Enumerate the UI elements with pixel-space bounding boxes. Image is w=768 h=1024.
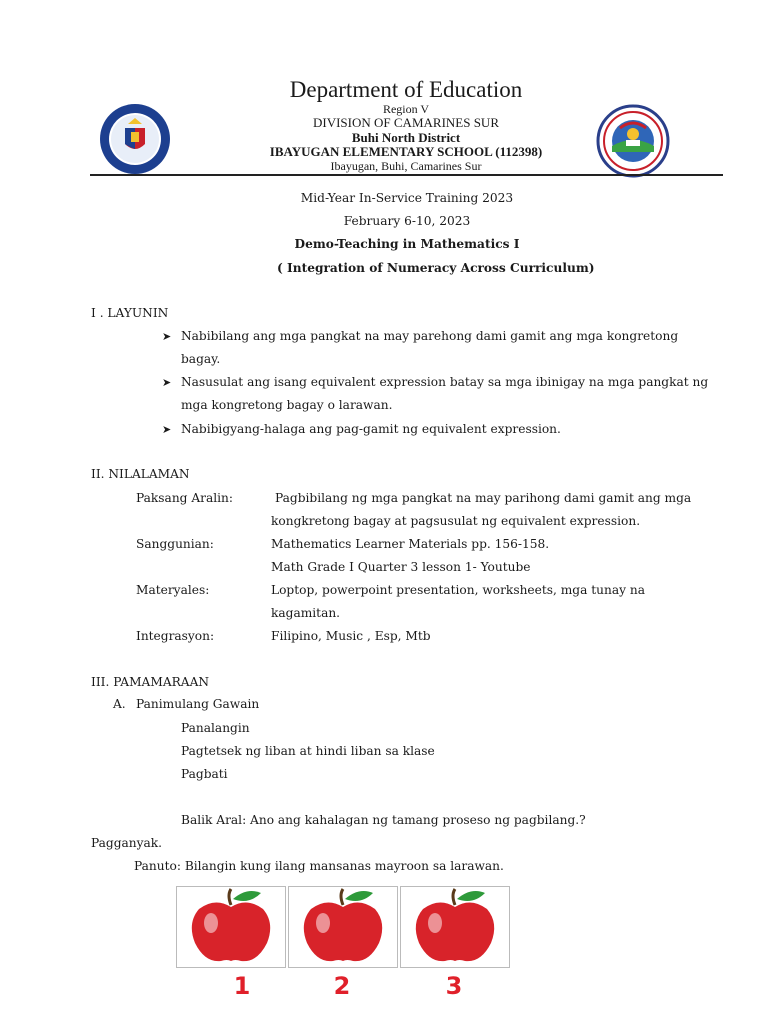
apple-number-label: 1 bbox=[233, 972, 251, 1000]
school-address: Ibayugan, Buhi, Camarines Sur bbox=[330, 159, 482, 173]
integration-subtitle: ( Integration of Numeracy Across Curriculum) bbox=[277, 261, 595, 275]
training-title: Mid-Year In-Service Training 2023 bbox=[300, 191, 514, 205]
objective-1-line2: bagay. bbox=[181, 352, 221, 366]
step-attendance: Pagtetsek ng liban at hindi liban sa klase bbox=[181, 744, 435, 758]
paksa-value-line2: kongkretong bagay at pagsusulat ng equivalent expression. bbox=[271, 514, 641, 528]
department-title: Department of Education bbox=[289, 77, 523, 102]
apple-number-label: 2 bbox=[333, 972, 351, 1000]
training-dates: February 6-10, 2023 bbox=[343, 214, 471, 228]
objective-3-line1: Nabibigyang-halaga ang pag-gamit ng equivalent expression. bbox=[181, 422, 561, 436]
apple-number-label: 3 bbox=[445, 972, 463, 1000]
apple-counting-figure bbox=[176, 886, 516, 1006]
demo-title: Demo-Teaching in Mathematics I bbox=[294, 237, 520, 251]
school-name: IBAYUGAN ELEMENTARY SCHOOL (112398) bbox=[269, 144, 543, 159]
objective-2-line1: Nasusulat ang isang equivalent expression batay sa mga ibinigay na mga pangkat ng bbox=[181, 375, 709, 389]
panuto-text: Panuto: Bilangin kung ilang mansanas mayroon sa larawan. bbox=[134, 859, 504, 873]
step-panalangin: Panalangin bbox=[181, 721, 250, 735]
objective-1-line1: Nabibilang ang mga pangkat na may parehong dami gamit ang mga kongretong bbox=[181, 329, 679, 343]
header-divider bbox=[90, 174, 723, 176]
step-pagbati: Pagbati bbox=[181, 767, 228, 781]
paksa-label: Paksang Aralin: bbox=[136, 491, 233, 505]
sanggunian-label: Sanggunian: bbox=[136, 537, 214, 551]
pagganyak-label: Pagganyak. bbox=[91, 836, 163, 850]
balik-aral-text: Balik Aral: Ano ang kahalagan ng tamang proseso ng pagbilang.? bbox=[181, 813, 586, 827]
arrow-bullet-icon: ➤ bbox=[162, 330, 172, 343]
apple-image bbox=[400, 886, 510, 968]
objective-2-line2: mga kongretong bagay o larawan. bbox=[181, 398, 393, 412]
apple-image bbox=[288, 886, 398, 968]
paksa-value-line1: Pagbibilang ng mga pangkat na may parihong dami gamit ang mga bbox=[275, 491, 692, 505]
layunin-heading: I . LAYUNIN bbox=[91, 306, 169, 320]
section-a-title: Panimulang Gawain bbox=[136, 697, 260, 711]
integrasyon-label: Integrasyon: bbox=[136, 629, 215, 643]
sanggunian-value-line1: Mathematics Learner Materials pp. 156-158. bbox=[271, 537, 550, 551]
division-text: DIVISION OF CAMARINES SUR bbox=[313, 115, 499, 130]
sanggunian-value-line2: Math Grade I Quarter 3 lesson 1- Youtube bbox=[271, 560, 531, 574]
region-text: Region V bbox=[382, 102, 430, 116]
apple-image bbox=[176, 886, 286, 968]
materyales-label: Materyales: bbox=[136, 583, 210, 597]
integrasyon-value: Filipino, Music , Esp, Mtb bbox=[271, 629, 431, 643]
letterhead bbox=[0, 0, 768, 180]
arrow-bullet-icon: ➤ bbox=[162, 423, 172, 436]
arrow-bullet-icon: ➤ bbox=[162, 376, 172, 389]
pamamaraan-heading: III. PAMAMARAAN bbox=[91, 675, 210, 689]
nilalaman-heading: II. NILALAMAN bbox=[91, 467, 190, 481]
section-a-letter: A. bbox=[113, 697, 126, 711]
materyales-value-line2: kagamitan. bbox=[271, 606, 341, 620]
materyales-value-line1: Loptop, powerpoint presentation, worksheets, mga tunay na bbox=[271, 583, 645, 597]
district-text: Buhi North District bbox=[351, 130, 461, 145]
